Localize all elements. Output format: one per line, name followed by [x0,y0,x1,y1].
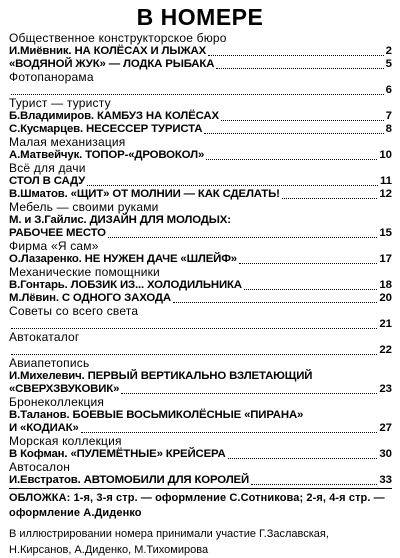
page-number: 22 [379,344,392,356]
toc-entry[interactable] [9,227,392,240]
toc-entry[interactable] [9,175,392,188]
dot-leader [208,54,384,56]
divider [9,488,392,489]
illustration-credits: В иллюстрировании номера принимали участие Г.Заславская, Н.Кирсанов, А.Диденко, М.Тихомирова [9,528,329,556]
section-heading: Мебель — своими руками [9,201,159,214]
section-heading: Бронеколлекция [9,396,105,409]
toc-entry-title[interactable]: В.Таланов. БОЕВЫЕ ВОСЬМИКОЛЁСНЫЕ «ПИРАНА» [9,409,304,421]
toc-entry-title: О.Лазаренко. НЕ НУЖЕН ДАЧЕ «ШЛЕЙФ» [9,253,237,265]
toc-entry-title: «ВОДЯНОЙ ЖУК» — ЛОДКА РЫБАКА [9,58,215,70]
page-number: 8 [385,123,392,135]
toc-entry[interactable] [9,58,392,71]
toc-entry[interactable] [9,422,392,435]
toc-entry-title: В.Гонтарь. ЛОБЗИК ИЗ... ХОЛОДИЛЬНИКА [9,279,242,291]
dot-leader [244,288,377,290]
toc-entry[interactable] [9,448,392,461]
toc-entry[interactable] [9,318,392,331]
toc-entry-title: С.Кусмарцев. НЕСЕССЕР ТУРИСТА [9,123,203,135]
section-heading: Автокаталог [9,331,80,344]
page-title: В НОМЕРЕ [136,4,264,30]
page-number: 5 [385,58,392,70]
page-number: 27 [379,422,392,434]
page-number: 20 [379,292,392,304]
page-number: 10 [379,149,392,161]
toc-entry-title: М.Лёвин. С ОДНОГО ЗАХОДА [9,292,171,304]
toc-entry-title: Б.Владимиров. КАМБУЗ НА КОЛЁСАХ [9,110,219,122]
section-heading: Механические помощники [9,266,160,279]
page-number: 33 [379,474,392,486]
toc-entry[interactable] [9,279,392,292]
toc-entry[interactable] [9,253,392,266]
toc-entry-title: РАБОЧЕЕ МЕСТО [9,227,106,239]
page-number: 17 [379,253,392,265]
dot-leader [239,262,377,264]
dot-leader [216,67,383,69]
toc-entry[interactable] [9,383,392,396]
toc-entry-title: СТОЛ В САДУ [9,175,86,187]
section-heading: Всё для дачи [9,162,86,175]
page-number: 6 [385,84,392,96]
toc-entry-title: А.Матвейчук. ТОПОР-«ДРОВОКОЛ» [9,149,205,161]
toc-list [0,32,400,558]
toc-entry-title: «СВЕРХЗВУКОВИК» [9,383,120,395]
dot-leader [11,353,377,355]
toc-entry[interactable] [9,123,392,136]
dot-leader [11,93,384,95]
dot-leader [221,119,384,121]
page-number: 7 [385,110,392,122]
dot-leader [81,431,378,433]
toc-entry-title: И.Евстратов. АВТОМОБИЛИ ДЛЯ КОРОЛЕЙ [9,474,250,486]
toc-entry-title: И «КОДИАК» [9,422,79,434]
toc-entry[interactable] [9,344,392,357]
toc-entry[interactable] [9,149,392,162]
dot-leader [228,457,378,459]
toc-entry-title: В Кофман. «ПУЛЕМЁТНЫЕ» КРЕЙСЕРА [9,448,226,460]
toc-entry[interactable] [9,188,392,201]
dot-leader [11,327,377,329]
toc-entry[interactable] [9,84,392,97]
section-heading: Малая механизация [9,136,126,149]
dot-leader [87,184,378,186]
page-number: 30 [379,448,392,460]
toc-entry[interactable] [9,474,392,487]
dot-leader [121,392,377,394]
section-heading: Фирма «Я сам» [9,240,99,253]
toc-entry-title[interactable]: М. и З.Гайлис. ДИЗАЙН ДЛЯ МОЛОДЫХ: [9,214,231,226]
section-heading: Советы со всего света [9,305,139,318]
page-number: 21 [379,318,392,330]
section-heading: Фотопанорама [9,71,94,84]
dot-leader [251,483,377,485]
dot-leader [282,197,378,199]
page-number: 12 [379,188,392,200]
section-heading: Общественное конструкторское бюро [9,32,227,45]
toc-entry-title: И.Миёвник. НА КОЛЁСАХ И ЛЫЖАХ [9,45,207,57]
toc-entry-title[interactable]: И.Михелевич. ПЕРВЫЙ ВЕРТИКАЛЬНО ВЗЛЕТАЮЩИЙ [9,370,313,382]
dot-leader [173,301,377,303]
page-number: 18 [379,279,392,291]
toc-entry[interactable] [9,45,392,58]
section-heading: Турист — туристу [9,97,111,110]
page-number: 11 [379,175,392,187]
page-number: 23 [379,383,392,395]
toc-entry[interactable] [9,110,392,123]
toc-entry[interactable] [9,292,392,305]
dot-leader [108,236,377,238]
toc-entry-title: В.Шматов. «ЩИТ» ОТ МОЛНИИ — КАК СДЕЛАТЬ! [9,188,280,200]
section-heading: Автосалон [9,461,71,474]
section-heading: Морская коллекция [9,435,122,448]
dot-leader [206,158,377,160]
cover-credits: ОБЛОЖКА: 1-я, 3-я стр. — оформление С.Сотникова; 2-я, 4-я стр. — оформление А.Диденко [9,492,385,519]
page-number: 15 [379,227,392,239]
dot-leader [204,132,383,134]
section-heading: Авиапетопись [9,357,90,370]
page-number: 2 [385,45,392,57]
